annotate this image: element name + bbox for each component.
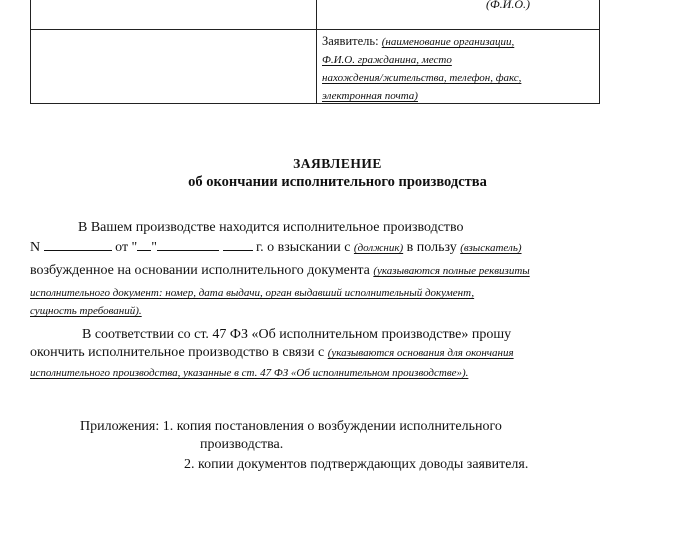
- attachment-item-1-cont: производства.: [200, 437, 284, 452]
- applicant-hint-3: нахождения/жительства, телефон, факс,: [322, 72, 522, 84]
- year-blank: [223, 238, 253, 251]
- p1-line1-text: В Вашем производстве находится исполнительное производство: [78, 220, 464, 235]
- applicant-hint-4: электронная почта): [322, 90, 418, 102]
- attachment-item-1: 1. копия постановления о возбуждении исполнительного: [162, 419, 502, 434]
- p1-line3-text: возбужденное на основании исполнительного документа: [30, 263, 370, 278]
- p1-n-label: N: [30, 240, 41, 255]
- p2-reason-hint-2: исполнительного производства, указанные в ст. 47 ФЗ «Об исполнительном производстве»).: [30, 367, 469, 379]
- document-subtitle: об окончании исполнительного производства: [188, 174, 487, 190]
- day-blank: [137, 238, 151, 251]
- p1-quote-label: ": [151, 240, 157, 255]
- table-divider-vertical: [316, 0, 317, 103]
- attachments-line-2: [200, 436, 283, 454]
- table-divider-horizontal: [31, 29, 599, 30]
- paragraph-1-line-3: [30, 262, 650, 280]
- creditor-hint: (взыскатель): [460, 242, 522, 254]
- p2-line1-text: В соответствии со ст. 47 ФЗ «Об исполнительном производстве» прошу: [82, 327, 512, 342]
- p2-reason-hint-1: (указываются основания для окончания: [327, 347, 514, 359]
- attachments-line-1: [80, 418, 502, 436]
- p1-g-label: г. о взыскании с: [256, 240, 351, 255]
- applicant-block: [322, 33, 592, 105]
- paragraph-1-line-1: [78, 219, 675, 237]
- p1-ot-label: от ": [115, 240, 138, 255]
- document-title: ЗАЯВЛЕНИЕ: [293, 156, 382, 171]
- month-blank: [157, 238, 219, 251]
- applicant-label: Заявитель:: [322, 34, 382, 48]
- applicant-hint-1: (наименование организации,: [381, 36, 515, 48]
- applicant-hint-2: Ф.И.О. гражданина, место: [322, 54, 452, 66]
- paragraph-1-line-2: [30, 238, 650, 257]
- attachment-item-2: 2. копии документов подтверждающих доводы заявителя.: [184, 457, 529, 472]
- p1-doc-hint-2: исполнительного документ: номер, дата выдачи, орган выдавший исполнительный документ,: [30, 287, 475, 299]
- paragraph-2-line-3: [30, 364, 650, 382]
- case-number-blank: [44, 238, 112, 251]
- paragraph-1-line-4: [30, 284, 650, 302]
- attachments-line-3: [184, 456, 528, 474]
- p2-line2-text: окончить исполнительное производство в связи с: [30, 345, 325, 360]
- paragraph-1-line-5: [30, 302, 650, 320]
- p1-doc-hint-3: сущность требований).: [30, 305, 142, 317]
- p1-in-favor: в пользу: [406, 240, 457, 255]
- paragraph-2-line-2: [30, 344, 650, 362]
- fio-label: (Ф.И.О.): [486, 0, 530, 11]
- p1-doc-hint-1: (указываются полные реквизиты: [373, 265, 530, 277]
- attachments-label: Приложения:: [80, 419, 163, 434]
- paragraph-2-line-1: [82, 326, 675, 344]
- debtor-hint: (должник): [353, 242, 404, 254]
- fio-caption: [328, 0, 540, 11]
